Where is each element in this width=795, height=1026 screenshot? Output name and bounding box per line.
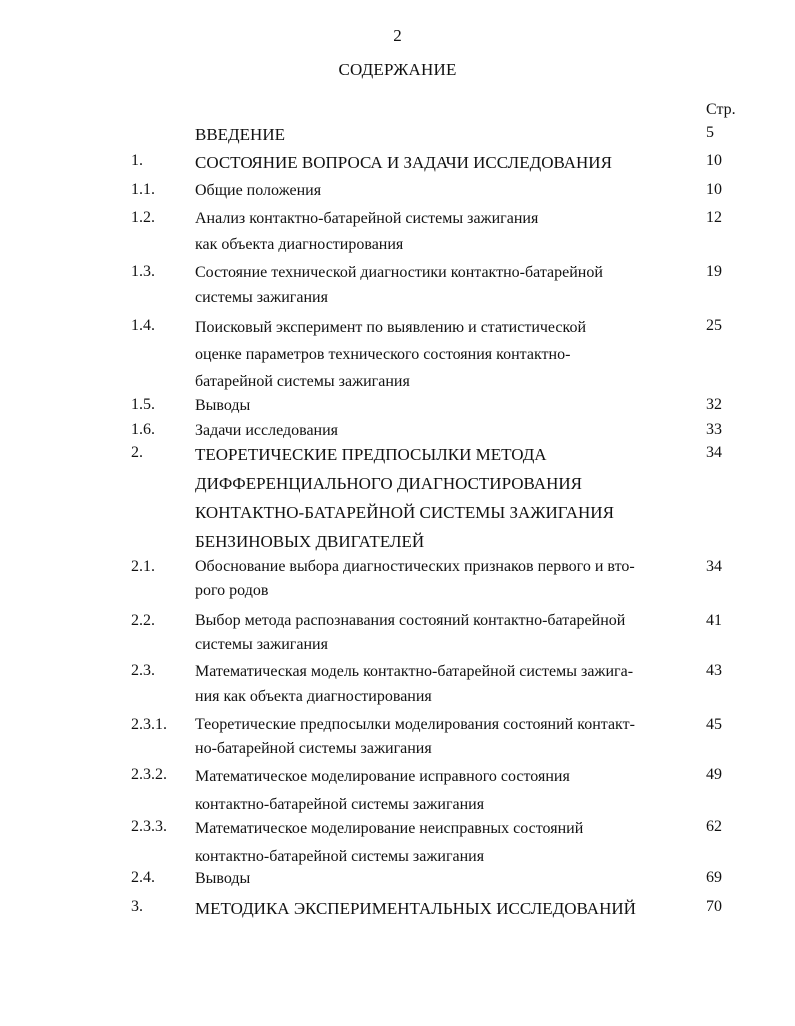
toc-entry-title-line: но-батарейной системы зажигания [195,740,432,757]
toc-entry-number: 2.4. [131,869,155,886]
toc-entry-number: 2.3.3. [131,818,167,835]
toc-entry-title-line: Математическая модель контактно-батарейной системы зажига- [195,663,634,680]
toc-entry-title-line: Выводы [195,870,251,887]
toc-entry-title-line: Поисковый эксперимент по выявлению и статистической [195,319,587,336]
toc-entry-title [195,148,685,177]
toc-entry-title-line: Анализ контактно-батарейной системы зажигания [195,210,539,227]
toc-entry-title [195,120,685,149]
toc-entry-number: 1.3. [131,263,155,280]
toc-entry-page: 45 [706,716,722,733]
toc-entry-title-line: БЕНЗИНОВЫХ ДВИГАТЕЛЕЙ [195,532,425,551]
toc-entry-page: 43 [706,662,722,679]
toc-entry-number: 1. [131,152,143,169]
toc-entry-title [195,815,685,871]
toc-entry-number: 2.3.2. [131,766,167,783]
toc-entry-title-line: рого родов [195,582,269,599]
toc-entry-title [195,314,685,395]
toc-entry-page: 34 [706,444,722,461]
toc-entry-title-line: Состояние технической диагностики контактно-батарейной [195,264,603,281]
toc-entry-page: 19 [706,263,722,280]
toc-entry-title-line: Обоснование выбора диагностических признаков первого и вто- [195,558,635,575]
toc-entry-page: 34 [706,558,722,575]
toc-entry-number: 1.1. [131,181,155,198]
toc-entry-title [195,440,685,556]
toc-entry-number: 2.3. [131,662,155,679]
toc-entry-title-line: Задачи исследования [195,422,339,439]
toc-entry-title-line: ТЕОРЕТИЧЕСКИЕ ПРЕДПОСЫЛКИ МЕТОДА [195,445,547,464]
toc-entry-title [195,763,685,819]
toc-entry-title-line: Математическое моделирование неисправных состояний [195,820,584,837]
page-title: СОДЕРЖАНИЕ [338,60,457,79]
toc-entry-number: 2.3.1. [131,716,167,733]
toc-entry-number: 2.2. [131,612,155,629]
toc-entry-title-line: МЕТОДИКА ЭКСПЕРИМЕНТАЛЬНЫХ ИССЛЕДОВАНИЙ [195,899,636,918]
toc-entry-number: 2.1. [131,558,155,575]
toc-entry-title [195,609,685,657]
toc-entry-title [195,393,685,418]
toc-entry-number: 3. [131,898,143,915]
toc-entry-page: 70 [706,898,722,915]
toc-entry-page: 41 [706,612,722,629]
toc-entry-title-line: как объекта диагностирования [195,236,404,253]
toc-entry-number: 1.6. [131,421,155,438]
toc-entry-title-line: контактно-батарейной системы зажигания [195,796,485,813]
toc-entry-page: 10 [706,152,722,169]
toc-entry-title-line: ния как объекта диагностирования [195,688,432,705]
toc-entry-number: 2. [131,444,143,461]
toc-entry-title [195,659,685,709]
toc-entry-title-line: батарейной системы зажигания [195,373,410,390]
toc-entry-title-line: СОСТОЯНИЕ ВОПРОСА И ЗАДАЧИ ИССЛЕДОВАНИЯ [195,153,612,172]
toc-entry-page: 33 [706,421,722,438]
toc-entry-title-line: системы зажигания [195,289,328,306]
toc-entry-title-line: КОНТАКТНО-БАТАРЕЙНОЙ СИСТЕМЫ ЗАЖИГАНИЯ [195,503,614,522]
toc-entry-title-line: Общие положения [195,182,322,199]
toc-entry-title-line: системы зажигания [195,636,328,653]
toc-entry-title [195,555,685,603]
toc-entry-number: 1.4. [131,317,155,334]
toc-entry-title-line: ДИФФЕРЕНЦИАЛЬНОГО ДИАГНОСТИРОВАНИЯ [195,474,582,493]
toc-entry-page: 10 [706,181,722,198]
toc-entry-page: 32 [706,396,722,413]
page-number: 2 [393,26,402,45]
toc-entry-page: 5 [706,124,714,141]
toc-entry-title-line: Математическое моделирование исправного состояния [195,768,570,785]
toc-entry-title [195,713,685,761]
toc-entry-page: 69 [706,869,722,886]
toc-entry-title-line: оценке параметров технического состояния контактно- [195,346,571,363]
toc-entry-title-line: Выводы [195,397,251,414]
toc-entry-page: 62 [706,818,722,835]
toc-entry-page: 12 [706,209,722,226]
page-column-header: Стр. [706,101,736,118]
toc-entry-title [195,206,685,258]
toc-entry-title-line: Выбор метода распознавания состояний контактно-батарейной [195,612,626,629]
toc-entry-title [195,260,685,310]
toc-entry-title-line: контактно-батарейной системы зажигания [195,848,485,865]
toc-entry-page: 25 [706,317,722,334]
toc-entry-title [195,866,685,891]
toc-entry-title [195,178,685,203]
toc-entry-title-line: ВВЕДЕНИЕ [195,125,285,144]
toc-entry-title [195,894,685,923]
toc-entry-number: 1.5. [131,396,155,413]
toc-entry-number: 1.2. [131,209,155,226]
toc-entry-title-line: Теоретические предпосылки моделирования состояний контакт- [195,716,635,733]
toc-entry-page: 49 [706,766,722,783]
